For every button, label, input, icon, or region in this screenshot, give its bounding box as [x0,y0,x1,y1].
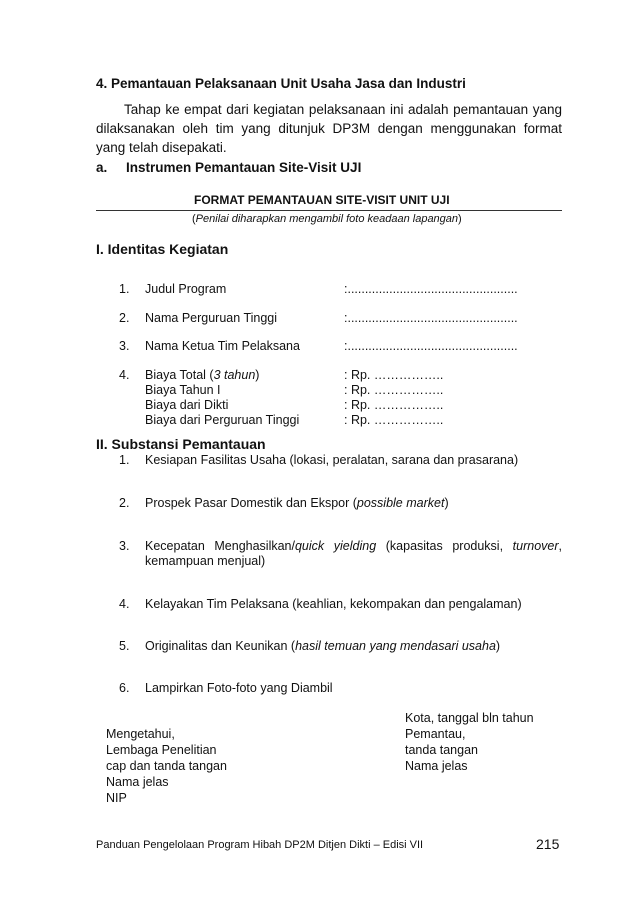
substansi-item-pre: Kecepatan Menghasilkan/ [145,539,295,553]
substansi-item-text [145,639,500,653]
substansi-item-pre: Prospek Pasar Domestik dan Ekspor ( [145,496,357,510]
identitas-item-num: 4. [119,368,130,382]
identitas-item-label: Nama Ketua Tim Pelaksana [145,339,300,353]
substansi-item-post: , [558,539,562,553]
section-substansi-title: II. Substansi Pemantauan [96,436,266,452]
biaya-sub-value: : Rp. …………….. [344,413,444,427]
substansi-item-ital: quick yielding [294,539,377,553]
identitas-item-num: 1. [119,282,130,296]
identitas-item-label: Nama Perguruan Tinggi [145,311,278,325]
signature-left-line: Mengetahui, [106,727,175,741]
format-divider [96,210,562,211]
footer-text: Panduan Pengelolaan Program Hibah DP2M Ditjen Dikti – Edisi VII [96,839,424,851]
signature-right-line: Pemantau, [405,727,466,741]
substansi-item-num: 6. [119,681,130,695]
identitas-item-label: Judul Program [145,282,227,296]
format-note [192,213,462,225]
substansi-item-pre: Originalitas dan Keunikan ( [145,639,296,653]
biaya-total-ital: 3 tahun [213,368,256,382]
intro-paragraph [96,100,562,157]
signature-right-line: tanda tangan [405,743,478,757]
biaya-sub-value: : Rp. …………….. [344,398,444,412]
substansi-item-num: 3. [119,539,130,553]
subheading [96,160,361,175]
substansi-item-num: 4. [119,597,130,611]
substansi-item-line2: kemampuan menjual) [145,554,266,568]
substansi-item-ital: hasil temuan yang mendasari usaha [295,639,496,653]
substansi-item-text: Kelayakan Tim Pelaksana (keahlian, kekompakan dan pengalaman) [145,597,522,611]
substansi-item-post: ) [495,639,501,653]
signature-right-line: Nama jelas [405,759,468,773]
section-identitas-title: I. Identitas Kegiatan [96,241,229,257]
biaya-sub-label: Biaya dari Dikti [145,398,229,412]
signature-left [106,726,227,806]
substansi-item-ital2: turnover [512,539,559,553]
section-heading: 4. Pemantauan Pelaksanaan Unit Usaha Jasa dan Industri [96,76,466,91]
signature-left-line: cap dan tanda tangan [106,759,227,773]
biaya-sub-value: : Rp. …………….. [344,383,444,397]
format-note-text: Penilai diharapkan mengambil foto keadaan lapangan [195,213,459,225]
substansi-item-num: 2. [119,496,130,510]
signature-right-line: Kota, tanggal bln tahun [405,711,534,725]
page-number: 215 [536,836,560,852]
signature-left-line: Nama jelas [106,775,169,789]
substansi-item-text: Kesiapan Fasilitas Usaha (lokasi, peralatan, sarana dan prasarana) [145,453,519,467]
intro-paragraph-text: Tahap ke empat dari kegiatan pelaksanaan ini adalah pemantauan yang dilaksanakan oleh tim yang ditunjuk DP3M dengan menggunakan format yang telah disepakati. [96,102,562,155]
signature-left-line: Lembaga Penelitian [106,743,217,757]
identitas-item-value: :................................................. [344,282,518,296]
substansi-item-post: ) [444,496,449,510]
identitas-item-num: 2. [119,311,130,325]
biaya-sub-label: Biaya dari Perguruan Tinggi [145,413,300,427]
biaya-total-post: ) [255,368,260,382]
identitas-item-value: :................................................. [344,311,518,325]
identitas-item-value: : Rp. …………….. [344,368,444,382]
substansi-item-text: Lampirkan Foto-foto yang Diambil [145,681,333,695]
substansi-item-mid: (kapasitas produksi, [376,539,513,553]
identitas-item-num: 3. [119,339,130,353]
signature-right [405,710,534,774]
substansi-item-num: 5. [119,639,130,653]
biaya-total-pre: Biaya Total ( [145,368,214,382]
identitas-item-label [145,368,259,382]
substansi-item-num: 1. [119,453,130,467]
subheading-text: Instrumen Pemantauan Site-Visit UJI [126,160,362,175]
substansi-item-text [145,496,449,510]
format-note-close: ) [458,213,462,225]
subheading-label: a. [96,160,108,175]
substansi-item-text [145,539,562,553]
substansi-item-ital: possible market [356,496,445,510]
format-note-open: ( [192,213,196,225]
identitas-item-value: :................................................. [344,339,518,353]
signature-left-line: NIP [106,791,127,805]
format-title: FORMAT PEMANTAUAN SITE-VISIT UNIT UJI [194,193,450,207]
biaya-sub-label: Biaya Tahun I [145,383,221,397]
